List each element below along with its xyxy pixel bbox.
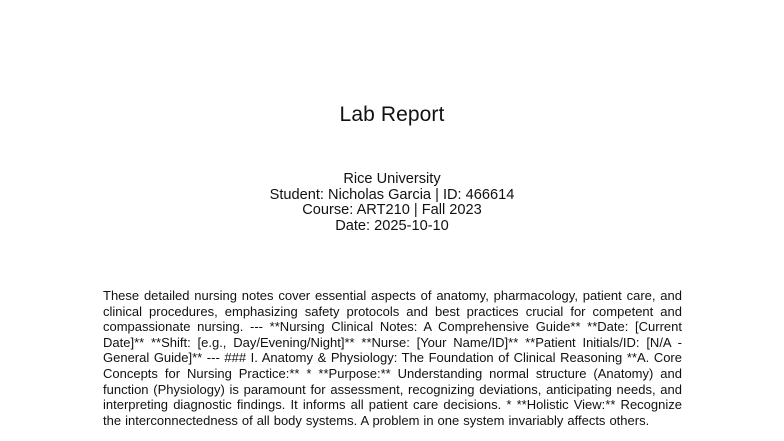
body-paragraph: These detailed nursing notes cover essential aspects of anatomy, pharmacology, patient care, and clinical procedures, emphasizing safety protocols and best practices crucial for competent and compassionate nursing. --- **Nursing Clinical Notes: A Comprehensive Guide** **Date: [Current Date]** **Shift: [e.g., Day/Evening/Night]** **Nurse: [Your Name/ID]** **Patient Initials/ID: [N/A - General Guide]** --- ### I. Anatomy & Physiology: The Foundation of Clinical Reasoning **A. Core Concepts for Nursing Practice:** * **Purpose:** Understanding normal structure (Anatomy) and function (Physiology) is paramount for assessment, recognizing deviations, anticipating needs, and interpreting diagnostic findings. It informs all patient care decisions. * **Holistic View:** Recognize the interconnectedness of all body systems. A problem in one system invariably affects others.	[103, 288, 682, 428]
institution-line: Rice University	[343, 171, 441, 187]
date-line: Date: 2025-10-10	[335, 217, 449, 234]
course-line: Course: ART210 | Fall 2023	[302, 202, 482, 219]
document-title: Lab Report	[339, 103, 445, 126]
student-line: Student: Nicholas Garcia | ID: 466614	[269, 186, 515, 203]
document-meta	[0, 172, 784, 234]
